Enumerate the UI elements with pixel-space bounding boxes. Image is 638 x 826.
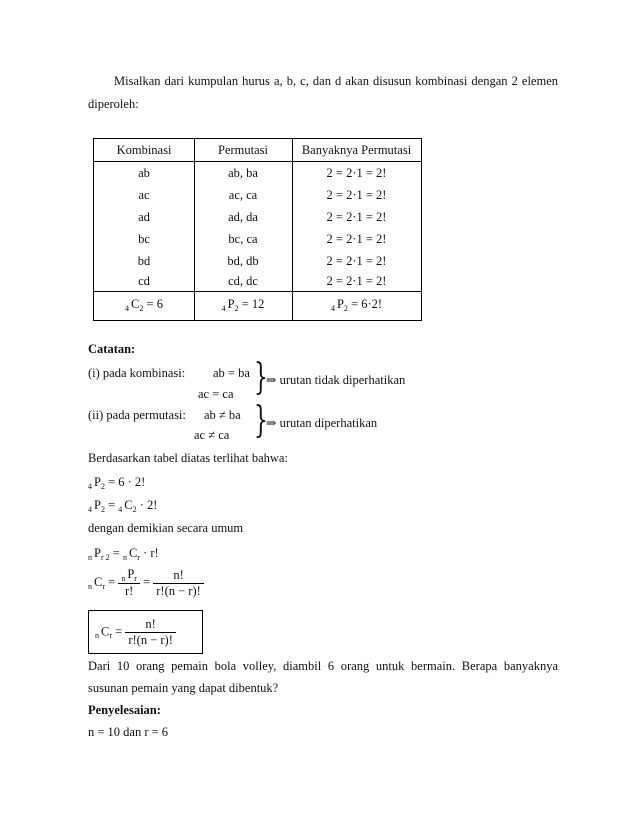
fraction-factorial: $\frac{n!}{r!(n - r)!}$: [153, 568, 204, 599]
table-row-permutasi: ad, da: [228, 210, 258, 224]
footer-permutation-count: $_4$ $P_2 = 12$: [221, 297, 265, 313]
solution-heading: Penyelesaian:: [88, 703, 161, 717]
table-row-banyaknya: 2 = 2·1 = 2!: [326, 232, 387, 246]
table-row-banyaknya: 2 = 2·1 = 2!: [326, 274, 387, 288]
combination-table: [93, 138, 422, 321]
fraction-permutation-over-r: $\frac{_n P_r}{r!}$: [118, 567, 140, 599]
table-row-permutasi: bc, ca: [228, 232, 258, 246]
table-row-permutasi: cd, dc: [228, 274, 258, 288]
equation-p-expand: $_4$ $P_2 = 6 \cdot 2$!: [88, 475, 146, 491]
footer-combination-count: $_4$ $C_2 = 6$: [125, 297, 163, 313]
table-row-kombinasi: bc: [138, 232, 150, 246]
table-row-kombinasi: cd: [138, 274, 150, 288]
general-equation: $_n$ $P_{r 2} = _n$ $C_r \cdot r$!: [88, 546, 159, 562]
table-row-permutasi: ab, ba: [228, 166, 258, 180]
general-intro: dengan demikian secara umum: [88, 521, 244, 535]
table-row-permutasi: bd, db: [227, 254, 259, 268]
header-kombinasi: Kombinasi: [116, 143, 172, 157]
note-i-eq1: ab = ba: [213, 366, 250, 380]
equation-p-equals-c: $_4$ $P_2 = _4$ $C_2 \cdot 2$!: [88, 498, 158, 514]
note-ii-result: ⇒ urutan diperhatikan: [266, 416, 378, 430]
derivation-intro: Berdasarkan tabel diatas terlihat bahwa:: [88, 451, 288, 465]
table-row-kombinasi: ac: [138, 188, 150, 202]
combination-derivation: $_n$ $C_r$ = $\frac{_n P_r}{r!}$ = $\frac{n!}{r!(n - r)!}$: [88, 567, 204, 599]
right-brace-icon: }: [254, 357, 268, 398]
solution-line: n = 10 dan r = 6: [88, 725, 169, 739]
problem-text-line1: Dari 10 orang pemain bola volley, diambil 6 orang untuk bermain. Berapa banyaknya: [88, 659, 558, 673]
note-ii-label: (ii) pada permutasi:: [88, 408, 186, 422]
note-ii-eq1: ab ≠ ba: [204, 408, 241, 422]
header-permutasi: Permutasi: [218, 143, 268, 157]
table-row-banyaknya: 2 = 2·1 = 2!: [326, 166, 387, 180]
table-row-kombinasi: ab: [138, 166, 150, 180]
footer-permutation-formula: $_4$ $P_2 = 6\cdot 2$!: [330, 297, 383, 313]
table-row-kombinasi: ad: [138, 210, 150, 224]
catatan-heading: Catatan:: [88, 342, 136, 356]
intro-continuation: diperoleh:: [88, 97, 139, 111]
note-i-eq2: ac = ca: [198, 387, 234, 401]
intro-line: Misalkan dari kumpulan hurus a, b, c, dan d akan disusun kombinasi dengan 2 elemen: [114, 74, 558, 88]
table-row-kombinasi: bd: [137, 254, 151, 268]
note-ii-eq2: ac ≠ ca: [194, 428, 230, 442]
table-row-banyaknya: 2 = 2·1 = 2!: [326, 254, 387, 268]
boxed-combination-formula: $_n$ $C_r$ = $\frac{n!}{r!(n - r)!}$: [88, 610, 203, 654]
problem-text-line2: susunan pemain yang dapat dibentuk?: [88, 681, 279, 695]
table-row-banyaknya: 2 = 2·1 = 2!: [326, 210, 387, 224]
note-i-label: (i) pada kombinasi:: [88, 366, 186, 380]
table-row-banyaknya: 2 = 2·1 = 2!: [326, 188, 387, 202]
right-brace-icon: }: [254, 400, 268, 441]
table-row-permutasi: ac, ca: [228, 188, 258, 202]
note-i-result: ⇒ urutan tidak diperhatikan: [266, 373, 406, 387]
header-banyaknya: Banyaknya Permutasi: [301, 143, 412, 157]
